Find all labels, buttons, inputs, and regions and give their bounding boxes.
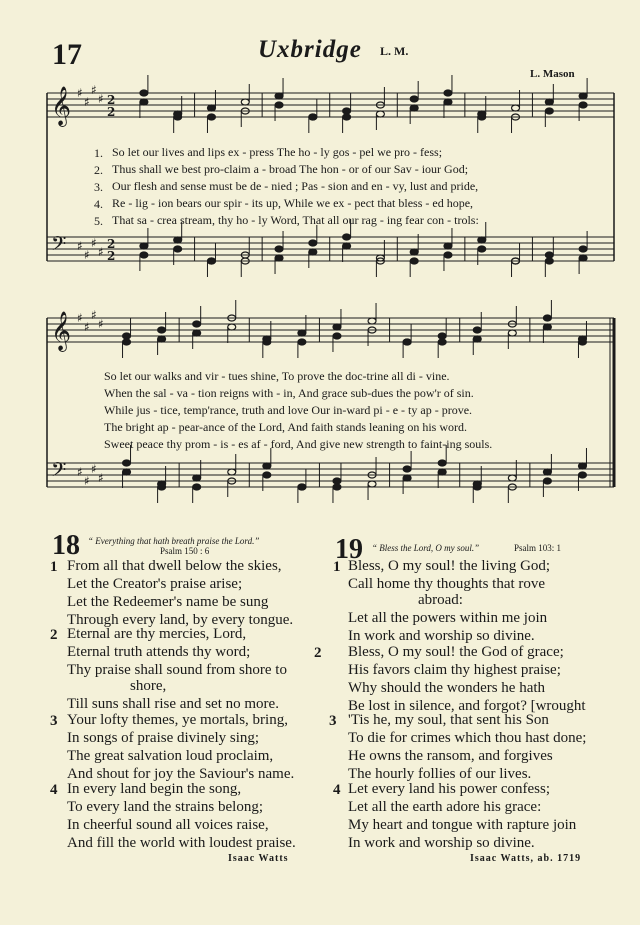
note-head	[508, 475, 516, 481]
hymn-18-author: Isaac Watts	[228, 853, 289, 864]
note-head	[263, 339, 271, 345]
hymn-19-reference: Psalm 103: 1	[514, 543, 562, 553]
note-head	[207, 105, 215, 111]
note-head	[275, 246, 283, 252]
verse-line: To every land the strains belong;	[67, 799, 263, 815]
note-head	[473, 327, 481, 333]
note-head	[193, 475, 201, 481]
verse-number: 2	[50, 627, 58, 643]
hymn-18-reference: Psalm 150 : 6	[160, 546, 210, 556]
sharp-sign: ♯	[91, 308, 97, 322]
verse-line: Your lofty themes, ye mortals, bring,	[67, 712, 288, 728]
note-head	[579, 102, 587, 108]
note-head	[410, 105, 418, 111]
sharp-sign: ♯	[77, 86, 83, 100]
note-head	[333, 478, 341, 484]
note-head	[410, 96, 418, 102]
note-head	[410, 249, 418, 255]
verse-line: Call home thy thoughts that rove	[348, 576, 546, 592]
verse-line: Be lost in silence, and forgot? [wrought	[348, 698, 586, 714]
verse-number: 3.	[94, 180, 103, 194]
verse-line: Eternal are thy mercies, Lord,	[67, 626, 247, 642]
note-head	[140, 99, 148, 105]
note-head	[140, 90, 148, 96]
sharp-sign: ♯	[98, 317, 104, 331]
verse-line: He owns the ransom, and forgives	[348, 748, 553, 764]
hymn-19-epigraph: “ Bless the Lord, O my soul.”	[372, 543, 480, 553]
note-head	[263, 472, 271, 478]
note-head	[438, 460, 446, 466]
note-head	[158, 336, 166, 342]
lyric-line: So let our lives and lips ex - press The ho - ly gos - pel we pro - fess;	[112, 145, 443, 159]
note-head	[578, 463, 586, 469]
note-head	[579, 246, 587, 252]
verse-line: 'Tis he, my soul, that sent his Son	[348, 712, 549, 728]
note-head	[545, 258, 553, 264]
lyric-line: That sa - crea stream, thy ho - ly Word, That all our rag - ing fear con - trols:	[112, 213, 479, 227]
bass-clef: 𝄢	[51, 458, 67, 486]
note-head	[241, 99, 249, 105]
sharp-sign: ♯	[98, 471, 104, 485]
note-head	[368, 318, 376, 324]
note-head	[444, 252, 452, 258]
sharp-sign: ♯	[91, 83, 97, 97]
composer: L. Mason	[530, 68, 575, 80]
note-head	[343, 114, 351, 120]
note-head	[473, 484, 481, 490]
verse-line: Let the Creator's praise arise;	[67, 576, 243, 592]
note-head	[275, 102, 283, 108]
verse-number: 1	[50, 559, 58, 575]
note-head	[512, 105, 520, 111]
note-head	[333, 324, 341, 330]
sharp-sign: ♯	[84, 248, 90, 262]
hymn-18-epigraph: “ Everything that hath breath praise the Lord.”	[88, 536, 260, 546]
verse-line: Let all the powers within me join	[348, 610, 548, 626]
verse-line: In cheerful sound all voices raise,	[67, 817, 269, 833]
lyric-line: When the sal - va - tion reigns with - in, And grace sub-dues the pow'r of sin.	[104, 386, 474, 400]
treble-clef: 𝄞	[51, 311, 72, 351]
verse-number: 2	[314, 645, 322, 661]
bass-clef: 𝄢	[51, 232, 67, 260]
note-head	[376, 111, 384, 117]
sharp-sign: ♯	[91, 462, 97, 476]
verse-line: In work and worship so divine.	[348, 835, 535, 851]
note-head	[444, 90, 452, 96]
note-head	[438, 339, 446, 345]
note-head	[193, 321, 201, 327]
note-head	[578, 339, 586, 345]
note-head	[343, 243, 351, 249]
note-head	[207, 114, 215, 120]
time-signature: 2	[107, 249, 116, 263]
note-head	[123, 333, 131, 339]
verse-line: And shout for joy the Saviour's name.	[67, 766, 295, 782]
verse-line: Why should the wonders he hath	[348, 680, 546, 696]
note-head	[298, 339, 306, 345]
verse-line: His favors claim thy highest praise;	[348, 662, 561, 678]
verse-number: 4	[333, 782, 341, 798]
sharp-sign: ♯	[84, 474, 90, 488]
note-head	[578, 472, 586, 478]
note-head	[478, 237, 486, 243]
sharp-sign: ♯	[98, 92, 104, 106]
note-head	[123, 460, 131, 466]
note-head	[478, 246, 486, 252]
note-head	[403, 475, 411, 481]
verse-line: Thy praise shall sound from shore to	[67, 662, 287, 678]
note-head	[543, 478, 551, 484]
tune-name: Uxbridge	[258, 36, 362, 63]
verse-number: 3	[50, 713, 58, 729]
note-head	[158, 327, 166, 333]
verse-line: Let the Redeemer's name be sung	[67, 594, 269, 610]
time-signature: 2	[107, 237, 116, 251]
note-head	[543, 324, 551, 330]
note-head	[123, 339, 131, 345]
sharp-sign: ♯	[77, 311, 83, 325]
verse-line: The hourly follies of our lives.	[348, 766, 532, 782]
note-head	[444, 243, 452, 249]
sharp-sign: ♯	[91, 236, 97, 250]
hymn-18-number: 18	[52, 530, 80, 561]
verse-line: shore,	[130, 678, 167, 694]
note-head	[309, 114, 317, 120]
note-head	[343, 234, 351, 240]
note-head	[579, 93, 587, 99]
note-head	[309, 240, 317, 246]
meter: L. M.	[380, 44, 409, 58]
sharp-sign: ♯	[84, 95, 90, 109]
note-head	[275, 93, 283, 99]
verse-number: 1	[333, 559, 341, 575]
note-head	[228, 324, 236, 330]
note-head	[545, 108, 553, 114]
verse-number: 2.	[94, 163, 103, 177]
time-signature: 2	[107, 93, 116, 107]
treble-clef: 𝄞	[51, 86, 72, 126]
lyric-line: While jus - tice, temp'rance, truth and love Our in-ward pi - e - ty ap - prove.	[104, 403, 473, 417]
verse-line: In songs of praise divinely sing;	[67, 730, 260, 746]
note-head	[545, 252, 553, 258]
note-head	[508, 330, 516, 336]
verse-line: Bless, O my soul! the God of grace;	[348, 644, 564, 660]
sharp-sign: ♯	[77, 239, 83, 253]
note-head	[473, 336, 481, 342]
note-head	[140, 252, 148, 258]
lyric-line: So let our walks and vir - tues shine, To prove the doc-trine all di - vine.	[104, 369, 450, 383]
note-head	[343, 108, 351, 114]
lyric-line: Sweet peace thy prom - is - es af - ford, And give new strength to faint-ing souls.	[104, 437, 493, 451]
verse-number: 5.	[94, 214, 103, 228]
lyric-line: Thus shall we best pro-claim a - broad The hon - or of our Sav - iour God;	[112, 162, 469, 176]
lyric-line: Re - lig - ion bears our spir - its up, While we ex - pect that bless - ed hope,	[112, 196, 474, 210]
verse-line: In every land begin the song,	[67, 781, 242, 797]
note-head	[438, 333, 446, 339]
note-head	[333, 333, 341, 339]
note-head	[403, 339, 411, 345]
note-head	[228, 469, 236, 475]
sharp-sign: ♯	[77, 465, 83, 479]
verse-number: 3	[329, 713, 337, 729]
time-signature: 2	[107, 105, 116, 119]
note-head	[174, 246, 182, 252]
verse-line: Till suns shall rise and set no more.	[67, 696, 279, 712]
note-head	[193, 484, 201, 490]
note-head	[403, 466, 411, 472]
hymn-19-author: Isaac Watts, ab. 1719	[470, 853, 582, 864]
note-head	[309, 249, 317, 255]
note-head	[410, 258, 418, 264]
verse-line: My heart and tongue with rapture join	[348, 817, 577, 833]
verse-line: The great salvation loud proclaim,	[67, 748, 274, 764]
note-head	[579, 255, 587, 261]
note-head	[444, 99, 452, 105]
verse-number: 1.	[94, 146, 103, 160]
verse-number: 4.	[94, 197, 103, 211]
sharp-sign: ♯	[98, 245, 104, 259]
note-head	[545, 99, 553, 105]
verse-line: In work and worship so divine.	[348, 628, 535, 644]
verse-line: abroad:	[418, 592, 463, 608]
verse-line: Through every land, by every tongue.	[67, 612, 294, 628]
verse-line: And fill the world with loudest praise.	[67, 835, 296, 851]
note-head	[158, 484, 166, 490]
note-head	[333, 484, 341, 490]
note-head	[368, 481, 376, 487]
note-head	[543, 469, 551, 475]
sharp-sign: ♯	[84, 320, 90, 334]
verse-line: Bless, O my soul! the living God;	[348, 558, 551, 574]
hymn-17-number: 17	[52, 38, 82, 71]
note-head	[478, 114, 486, 120]
note-head	[298, 330, 306, 336]
verse-line: Eternal truth attends thy word;	[67, 644, 251, 660]
note-head	[193, 330, 201, 336]
note-head	[543, 315, 551, 321]
note-head	[275, 255, 283, 261]
note-head	[174, 114, 182, 120]
note-head	[207, 258, 215, 264]
hymn-19-number: 19	[335, 534, 363, 565]
verse-line: Let all the earth adore his grace:	[348, 799, 542, 815]
lyric-line: The bright ap - pear-ance of the Lord, And faith stands leaning on his word.	[104, 420, 467, 434]
verse-line: Let every land his power confess;	[348, 781, 551, 797]
verse-number: 4	[50, 782, 58, 798]
verse-line: From all that dwell below the skies,	[67, 558, 282, 574]
note-head	[174, 237, 182, 243]
note-head	[298, 484, 306, 490]
note-head	[438, 469, 446, 475]
note-head	[263, 463, 271, 469]
lyric-line: Our flesh and sense must be de - nied ; Pas - sion and en - vy, lust and pride,	[112, 179, 479, 193]
note-head	[140, 243, 148, 249]
note-head	[123, 469, 131, 475]
verse-line: To die for crimes which thou hast done;	[348, 730, 587, 746]
